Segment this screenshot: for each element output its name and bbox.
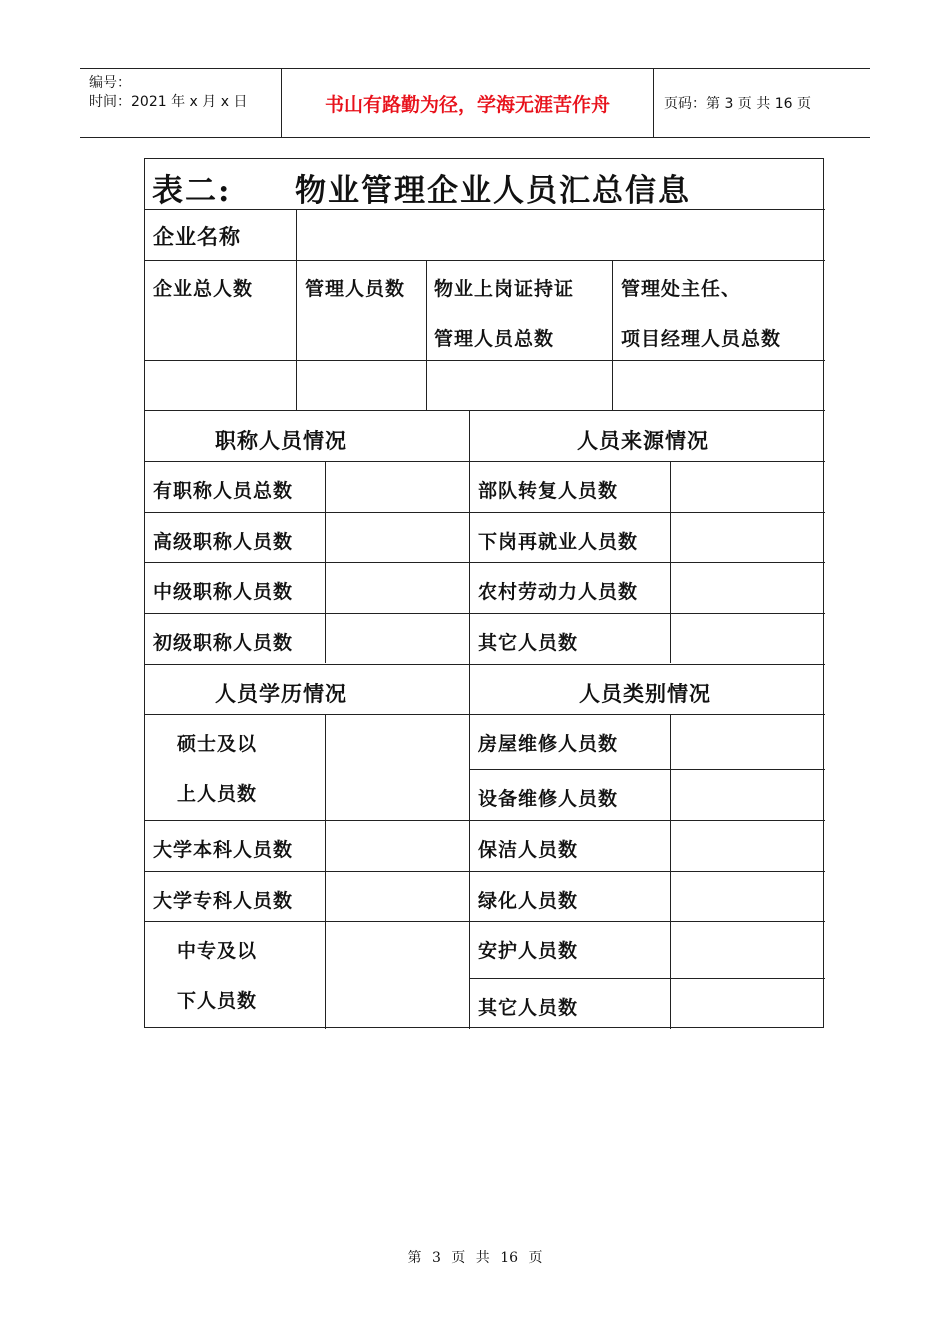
- management-staff-header: 管理人员数: [305, 278, 406, 300]
- edu-college: 大学专科人员数: [153, 890, 294, 912]
- section-professional-titles: 职称人员情况: [215, 428, 347, 453]
- page-info-text: 页码：第 3 页 共 16 页: [664, 96, 811, 112]
- edu-secondary-line2: 下人员数: [177, 990, 258, 1012]
- titles-row: 初级职称人员数: [153, 632, 294, 654]
- category-row: 绿化人员数: [478, 890, 579, 912]
- category-row: 保洁人员数: [478, 839, 579, 861]
- page-header: [80, 68, 870, 138]
- source-row: 部队转复人员数: [478, 480, 619, 502]
- director-header-line1: 管理处主任、: [621, 278, 742, 300]
- section-staff-category: 人员类别情况: [579, 681, 711, 706]
- certified-staff-header-line2: 管理人员总数: [434, 328, 555, 350]
- category-row: 设备维修人员数: [478, 788, 619, 810]
- table-title-prefix: 表二:: [152, 173, 232, 209]
- edu-bachelor: 大学本科人员数: [153, 839, 294, 861]
- source-row: 农村劳动力人员数: [478, 581, 639, 603]
- page-footer: 第 3 页 共 16 页: [407, 1250, 543, 1266]
- category-row: 其它人员数: [478, 997, 579, 1019]
- category-row: 房屋维修人员数: [478, 733, 619, 755]
- section-staff-source: 人员来源情况: [577, 428, 709, 453]
- titles-row: 有职称人员总数: [153, 480, 294, 502]
- number-label: 编号：: [89, 75, 131, 91]
- edu-master-line2: 上人员数: [177, 783, 258, 805]
- section-education: 人员学历情况: [215, 681, 347, 706]
- table-title: 物业管理企业人员汇总信息: [295, 173, 691, 209]
- total-staff-header: 企业总人数: [153, 278, 254, 300]
- source-row: 其它人员数: [478, 632, 579, 654]
- titles-row: 中级职称人员数: [153, 581, 294, 603]
- header-meta-cell: [80, 69, 282, 137]
- edu-master-line1: 硕士及以: [177, 733, 258, 755]
- certified-staff-header-line1: 物业上岗证持证: [434, 278, 575, 300]
- motto: 书山有路勤为径，学海无涯苦作舟: [282, 69, 654, 137]
- time-label: 时间：2021 年 x 月 x 日: [89, 94, 248, 110]
- page-info: [664, 69, 870, 137]
- source-row: 下岗再就业人员数: [478, 531, 639, 553]
- director-header-line2: 项目经理人员总数: [621, 328, 782, 350]
- company-name-label: 企业名称: [153, 224, 241, 249]
- titles-row: 高级职称人员数: [153, 531, 294, 553]
- staff-summary-table: [144, 158, 824, 1028]
- edu-secondary-line1: 中专及以: [177, 940, 258, 962]
- category-row: 安护人员数: [478, 940, 579, 962]
